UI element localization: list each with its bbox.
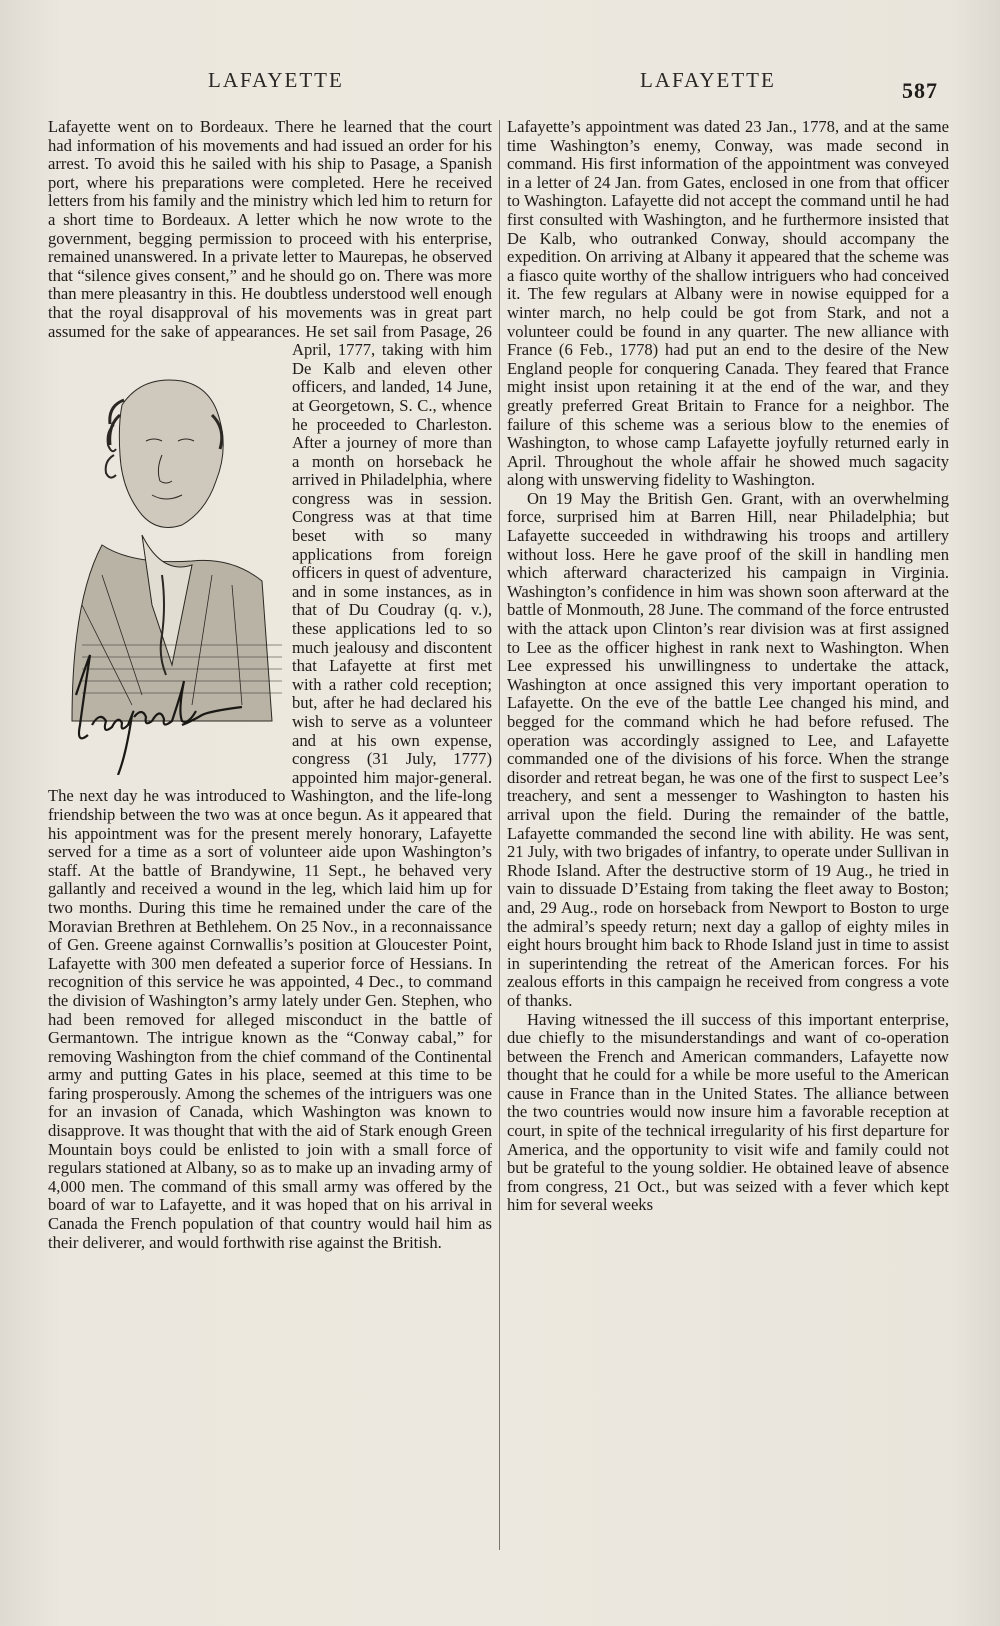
lafayette-portrait-engraving [42, 345, 282, 775]
left-text-part-1: Lafayette went on to Bordeaux. There he learned that the court had information of his movements and had issued an order for his arrest. To avoid this he sailed with his ship to Pasage, a Spanish port, where his preparations were completed. Here he received letters from his family and the ministry which led him to return for a short time to Bordeaux. A letter which he now wrote to the government, begging permission to proceed with his enterprise, remained unanswered. In a private letter to Maurepas, he observed that “silence gives consent,” and he should go on. There was more than mere pleasantry in this. He doubtless understood well enough that the royal disapproval of his movements was in great part assumed for the sake of appearances. [48, 117, 492, 341]
right-paragraph-2: On 19 May the British Gen. Grant, with an overwhelming force, surprised him at Barren Hill, near Philadelphia; but Lafayette succeeded in withdrawing his troops and artillery without loss. Here he gave proof of the skill in handling men which afterward characterized his campaign in Virginia. Washington’s confidence in him was shown soon afterward at the battle of Monmouth, 28 June. The command of the force entrusted with the attack upon Clinton’s rear division was at first assigned to Lee as the officer highest in rank next to Washington. When Lee expressed his unwillingness to undertake the attack, Washington at once assigned this very important operation to Lafayette. On the eve of the battle Lee changed his mind, and begged for the command which he had before refused. The operation was accordingly assigned to Lee, and Lafayette commanded one of the divisions of his force. When the strange disorder and retreat began, he was one of the first to suspect Lee’s treachery, and sent a messenger to Washington to hasten his arrival upon the field. During the remainder of the battle, Lafayette commanded the second line with ability. He was sent, 21 July, with two brigades of infantry, to operate under Sullivan in Rhode Island. After the destructive storm of 19 Aug., he tried in vain to dissuade D’Estaing from taking the fleet away to Boston; and, 29 Aug., rode on horseback from Newport to Boston to urge the admiral’s speedy return; next day a gallop of eighty miles in eight hours brought him back to Rhode Island just in time to assist in superintending the retreat of the American forces. For his zealous efforts in this campaign he received from congress a vote of thanks. [507, 488, 949, 1010]
right-column [507, 118, 949, 1215]
right-paragraph-1: Lafayette’s appointment was dated 23 Jan., 1778, and at the same time Washington’s enemy, Conway, was made second in command. His first information of the appointment was conveyed in a letter of 24 Jan. from Gates, enclosed in one from that officer to Washington. Lafayette did not accept the command until he had first consulted with Washington, and he furthermore insisted that De Kalb, who outranked Conway, should accompany the expedition. On arriving at Albany it appeared that the scheme was a fiasco quite worthy of the shallow intriguers who had conceived it. The few regulars at Albany were in nowise equipped for a winter march, no help could be got from Stark, and not a volunteer could be found in any quarter. The new alliance with France (6 Feb., 1778) had put an end to the desire of the New England people for conquering Canada. They feared that France might insist upon retaining it at the end of the war, and they greatly preferred Great Britain to France for a neighbor. The failure of this scheme was a serious blow to the enemies of Washington, to whose camp Lafayette joyfully returned early in April. Throughout the whole affair he showed much sagacity along with unswerving fidelity to Washington. [507, 117, 949, 490]
left-paragraph-1 [48, 118, 492, 1252]
left-column [48, 118, 492, 1252]
page-number: 587 [902, 78, 938, 103]
left-text-part-2: He set sail from Pasage, 26 April, 1777, taking with him De Kalb and eleven other officers, and landed, 14 June, at Georgetown, S. C., whence he proceeded to Charleston. After a journey of more than a month on horseback he arrived in Philadelphia, where congress was in session. Congress was at that time beset with so many applications from foreign officers in quest of adventure, and in some instances, as in that of Du Coudray (q. v.), these applications led to so much jealousy and discontent that Lafayette at first met with a rather cold reception; but, after he had declared his wish to serve as a volunteer and at his own expense, congress (31 July, 1777) appointed him major-general. The next day he was introduced to Washington, and the life-long friendship between the two was at once begun. As it appeared that his appointment was for the present merely honorary, Lafayette served for a time as a sort of volunteer aide upon Washington’s staff. At the battle of Brandywine, 11 Sept., he behaved very gallantly and received a wound in the leg, which laid him up for two months. During this time he remained under the care of the Moravian Brethren at Bethlehem. On 25 Nov., in a reconnaissance of Gen. Greene against Cornwallis’s position at Gloucester Point, Lafayette with 300 men defeated a superior force of Hessians. In recognition of this service he was appointed, 4 Dec., to command the division of Washington’s army lately under Gen. Stephen, who had been removed for alleged misconduct in the battle of Germantown. The intrigue known as the “Conway cabal,” for removing Washington from the chief command of the Continental army and putting Gates in his place, seemed at this time to be faring prosperously. Among the schemes of the intriguers was one for an invasion of Canada, which Washington was known to disapprove. It was thought that with the aid of Stark enough Green Mountain boys could be enlisted to join with a small force of regulars stationed at Albany, so as to make up an invading army of 4,000 men. The command of this small army was offered by the board of war to Lafayette, and it was hoped that on his arrival in Canada the French population of that country would hail him as their deliverer, and would forthwith rise against the British. [48, 321, 492, 1252]
column-divider [499, 120, 500, 1550]
running-head-right: LAFAYETTE [640, 68, 776, 92]
right-paragraph-3: Having witnessed the ill success of this important enterprise, due chiefly to the misunderstandings and want of co-operation between the French and American commanders, Lafayette now thought that he could for a while be more useful to the American cause in France than in the United States. The alliance between the two countries would now insure him a favorable reception at court, in spite of the technical irregularity of his first departure for America, and the opportunity to visit wife and family could not but be grateful to the young soldier. He obtained leave of absence from congress, 21 Oct., but was seized with a fever which kept him for several weeks [507, 1009, 949, 1215]
running-head-left: LAFAYETTE [208, 68, 344, 92]
